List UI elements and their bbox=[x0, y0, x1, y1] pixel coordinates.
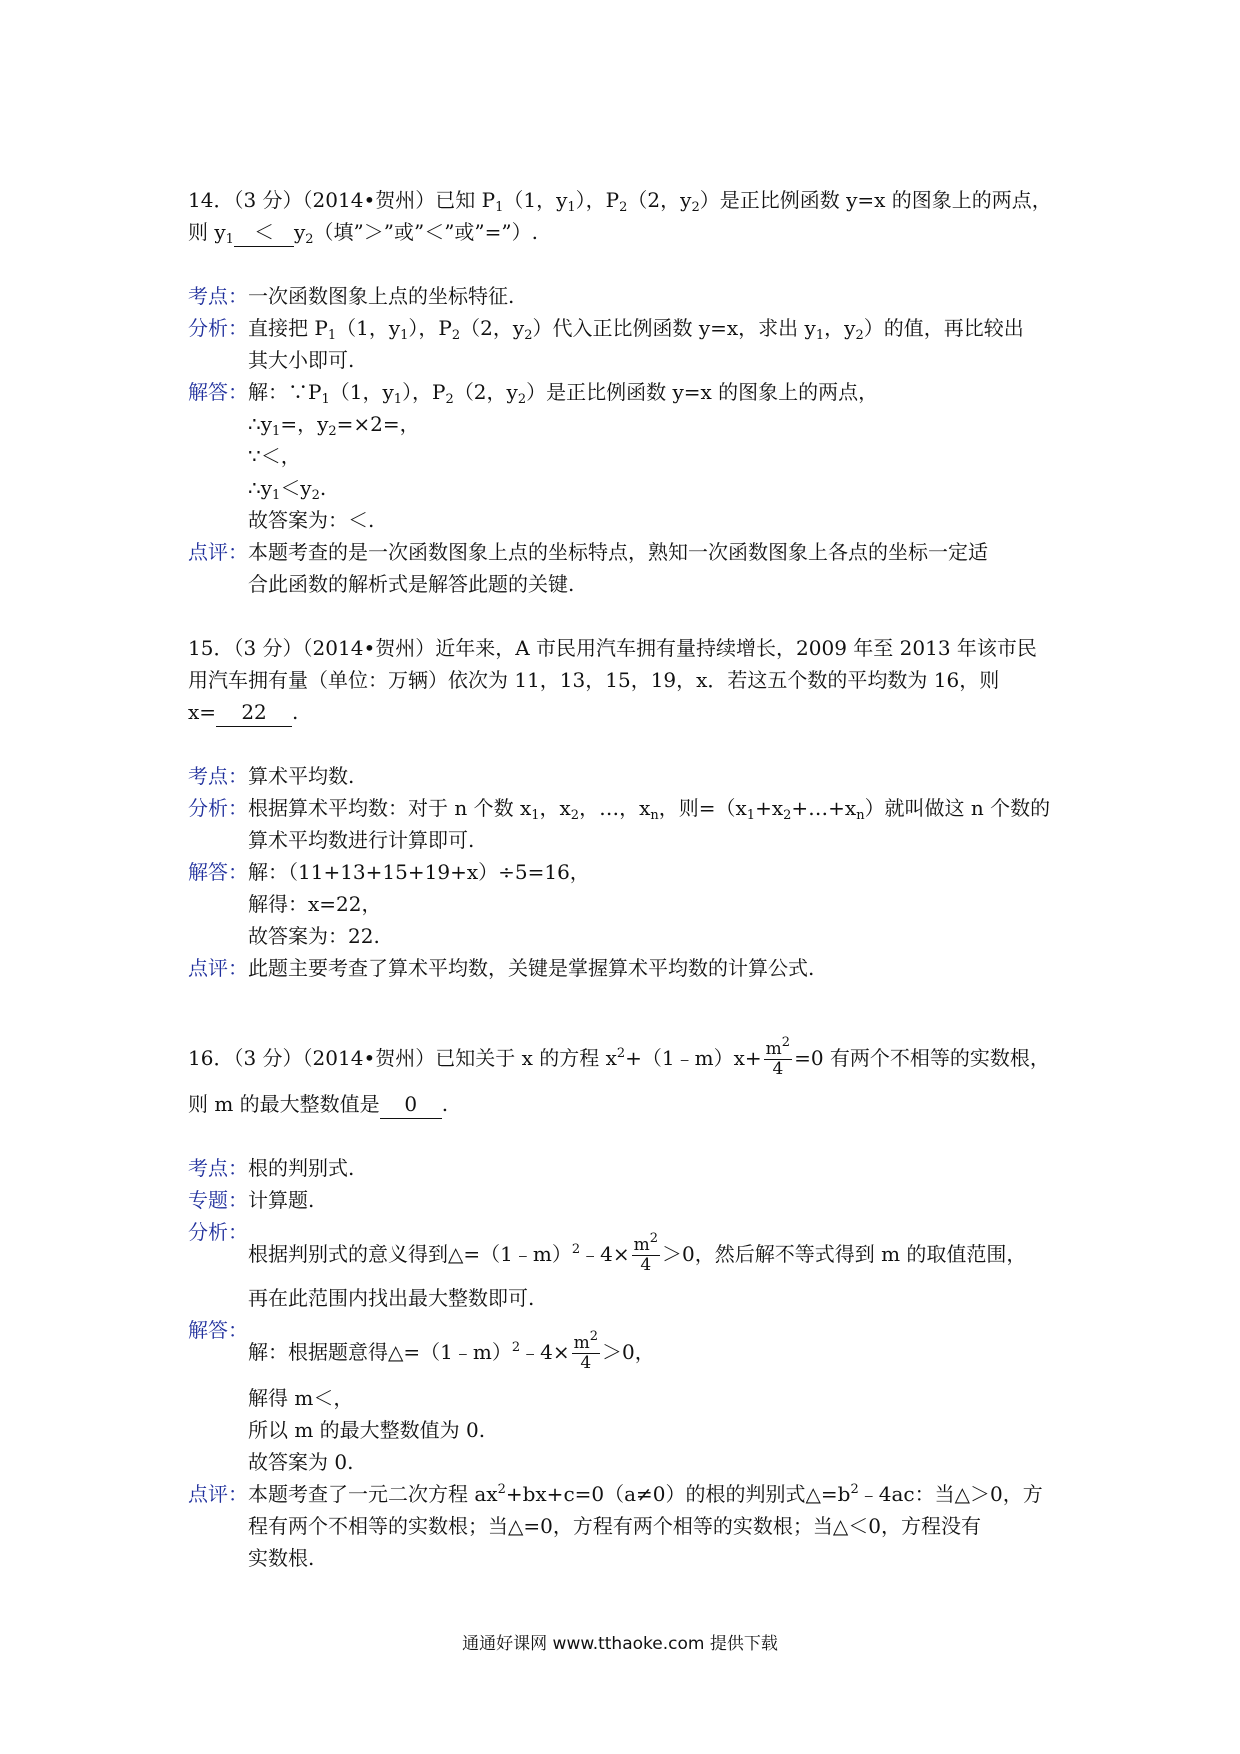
q14-text: 则 y bbox=[188, 220, 226, 244]
q14-sub: 1 bbox=[321, 392, 330, 407]
q14-sub: 2 bbox=[524, 328, 533, 343]
q16-text: +bx+c=0（a≠0）的根的判别式△=b bbox=[505, 1482, 851, 1506]
q14-score: （3 分） bbox=[233, 188, 303, 212]
q16-text: 已知关于 x 的方程 x bbox=[435, 1046, 617, 1070]
q14-sub: 1 bbox=[495, 200, 504, 215]
q14-text: 已知 P bbox=[435, 188, 496, 212]
q14-text: . bbox=[319, 476, 327, 500]
q14-text: ），P bbox=[575, 188, 620, 212]
q14-fenxi-line1 bbox=[248, 314, 1024, 342]
q14-stem-line2 bbox=[188, 218, 538, 247]
q14-text: ∴y bbox=[248, 412, 273, 436]
q15-fenxi-label: 分析： bbox=[188, 796, 248, 820]
q14-dianping-line1: 本题考查的是一次函数图象上点的坐标特点，熟知一次函数图象上各点的坐标一定适 bbox=[248, 540, 988, 564]
q16-source: （2014•贺州） bbox=[302, 1046, 436, 1070]
q15-sub: n bbox=[856, 808, 865, 823]
q16-jieda-label: 解答： bbox=[188, 1318, 248, 1342]
q16-text: ＞0，然后解不等式得到 m 的取值范围， bbox=[662, 1242, 1027, 1266]
q16-frac-den: 4 bbox=[772, 1059, 784, 1079]
q16-zhuanti-label: 专题： bbox=[188, 1188, 248, 1212]
q16-frac-den: 4 bbox=[640, 1255, 652, 1275]
q16-text: ﹣4× bbox=[520, 1340, 570, 1364]
q14-sub: 1 bbox=[393, 392, 403, 407]
q15-dianping: 此题主要考查了算术平均数，关键是掌握算术平均数的计算公式. bbox=[248, 956, 815, 980]
q14-sub: 1 bbox=[567, 200, 576, 215]
q14-number: 14． bbox=[188, 188, 234, 212]
q15-fenxi-line2: 算术平均数进行计算即可. bbox=[248, 828, 475, 852]
q15-text: 根据算术平均数：对于 n 个数 x bbox=[248, 796, 532, 820]
q14-sub: 2 bbox=[691, 200, 700, 215]
q16-text: 则 m 的最大整数值是 bbox=[188, 1092, 380, 1116]
q14-text: （1，y bbox=[329, 380, 394, 404]
q15-sub: n bbox=[650, 808, 659, 823]
q15-text: 近年来，A 市民用汽车拥有量持续增长，2009 年至 2013 年该市民 bbox=[435, 636, 1037, 660]
q16-jieda-line1 bbox=[248, 1328, 655, 1376]
q14-text: ，y bbox=[824, 316, 856, 340]
q14-sub: 2 bbox=[517, 392, 527, 407]
q14-answer-blank: ＜ bbox=[234, 218, 294, 247]
q14-text: （2，y bbox=[453, 380, 518, 404]
q15-text: . bbox=[292, 700, 299, 724]
q14-text: 直接把 P bbox=[248, 316, 328, 340]
q15-stem-line2: 用汽车拥有量（单位：万辆）依次为 11，13，15，19，x．若这五个数的平均数为 16，则 bbox=[188, 668, 1000, 692]
q16-answer-blank: 0 bbox=[380, 1090, 442, 1119]
q15-text: ）就叫做这 n 个数的 bbox=[864, 796, 1051, 820]
q16-jieda-line2: 解得 m＜， bbox=[248, 1386, 354, 1410]
q14-kaodian: 一次函数图象上点的坐标特征. bbox=[248, 284, 515, 308]
q16-fraction bbox=[764, 1035, 792, 1079]
q15-source: （2014•贺州） bbox=[302, 636, 436, 660]
q16-sup: 2 bbox=[511, 1340, 521, 1355]
q14-jieda-line2 bbox=[248, 410, 420, 438]
q16-fenxi-line1 bbox=[248, 1230, 1026, 1278]
q16-fenxi-fraction bbox=[632, 1231, 660, 1275]
q15-answer-blank: 22 bbox=[216, 698, 292, 727]
q16-frac-sup: 2 bbox=[781, 1035, 791, 1050]
q14-sub: 2 bbox=[619, 200, 628, 215]
q16-dianping-line1 bbox=[248, 1480, 1043, 1508]
q16-jieda-fraction bbox=[572, 1329, 600, 1373]
q16-dianping-line3: 实数根. bbox=[248, 1546, 315, 1570]
q16-number: 16． bbox=[188, 1046, 234, 1070]
q14-text: =×2=， bbox=[336, 412, 420, 436]
q14-text: （填”＞”或”＜”或”=”）. bbox=[313, 220, 538, 244]
q15-sub: 2 bbox=[570, 808, 580, 823]
q14-jieda-line5: 故答案为：＜. bbox=[248, 508, 375, 532]
q14-dianping-label: 点评： bbox=[188, 540, 248, 564]
q15-jieda-line3: 故答案为：22. bbox=[248, 924, 380, 948]
q14-text: =，y bbox=[280, 412, 329, 436]
q14-sub: 1 bbox=[815, 328, 825, 343]
q16-zhuanti: 计算题. bbox=[248, 1188, 315, 1212]
q14-text: ），P bbox=[408, 316, 452, 340]
q14-text: y bbox=[293, 220, 306, 244]
q15-score: （3 分） bbox=[233, 636, 303, 660]
q16-score: （3 分） bbox=[233, 1046, 303, 1070]
q16-sup: 2 bbox=[571, 1242, 581, 1257]
q15-stem-line1 bbox=[188, 634, 1037, 662]
q14-sub: 1 bbox=[272, 488, 281, 503]
q16-text: ﹣4ac：当△＞0，方 bbox=[858, 1482, 1043, 1506]
q15-text: +x bbox=[755, 796, 784, 820]
q14-text: （2，y bbox=[627, 188, 692, 212]
q15-text: +…+x bbox=[791, 796, 857, 820]
q14-text: （1，y bbox=[336, 316, 401, 340]
q14-text: （1，y bbox=[503, 188, 568, 212]
q14-text: ∴y bbox=[248, 476, 273, 500]
q16-text: 本题考查了一元二次方程 ax bbox=[248, 1482, 498, 1506]
q16-frac-num: m bbox=[573, 1333, 590, 1353]
q16-text: ﹣4× bbox=[580, 1242, 630, 1266]
q16-fenxi-line2: 再在此范围内找出最大整数即可. bbox=[248, 1286, 535, 1310]
q16-sup: 2 bbox=[850, 1482, 859, 1497]
q14-fenxi-line2: 其大小即可. bbox=[248, 348, 355, 372]
q15-dianping-label: 点评： bbox=[188, 956, 248, 980]
q14-jieda-line4 bbox=[248, 474, 326, 502]
q15-number: 15． bbox=[188, 636, 234, 660]
q16-frac-sup: 2 bbox=[589, 1329, 598, 1344]
q14-dianping-line2: 合此函数的解析式是解答此题的关键. bbox=[248, 572, 575, 596]
q16-text: 根据判别式的意义得到△=（1﹣m） bbox=[248, 1242, 572, 1266]
q16-text: 解：根据题意得△=（1﹣m） bbox=[248, 1340, 512, 1364]
q14-sub: 1 bbox=[400, 328, 409, 343]
q16-frac-num: m bbox=[765, 1039, 782, 1059]
q16-stem-line1 bbox=[188, 1034, 1050, 1082]
q15-text: ，x bbox=[539, 796, 571, 820]
q15-text: ，…，x bbox=[579, 796, 651, 820]
q14-text: ）的值，再比较出 bbox=[863, 316, 1024, 340]
q15-stem-line3 bbox=[188, 698, 298, 727]
q15-sub: 1 bbox=[531, 808, 540, 823]
q16-frac-sup: 2 bbox=[649, 1231, 658, 1246]
q15-sub: 2 bbox=[783, 808, 792, 823]
page-footer: 通通好课网 www.tthaoke.com 提供下载 bbox=[462, 1634, 778, 1654]
q15-jieda-label: 解答： bbox=[188, 860, 248, 884]
q14-jieda-line1 bbox=[248, 378, 878, 406]
q16-jieda-line3: 所以 m 的最大整数值为 0. bbox=[248, 1418, 486, 1442]
q16-sup: 2 bbox=[616, 1046, 626, 1061]
q14-sub: 1 bbox=[272, 424, 281, 439]
q16-kaodian-label: 考点： bbox=[188, 1156, 248, 1180]
q14-text: （2，y bbox=[460, 316, 525, 340]
q14-sub: 2 bbox=[311, 488, 320, 503]
q14-sub: 2 bbox=[305, 232, 314, 247]
q16-kaodian: 根的判别式. bbox=[248, 1156, 355, 1180]
q14-source: （2014•贺州） bbox=[302, 188, 436, 212]
q16-text: +（1﹣m）x+ bbox=[625, 1046, 762, 1070]
q14-jieda-label: 解答： bbox=[188, 380, 248, 404]
q16-dianping-label: 点评： bbox=[188, 1482, 248, 1506]
q16-text: ＞0， bbox=[602, 1340, 655, 1364]
q14-sub: 2 bbox=[328, 424, 337, 439]
q14-kaodian-label: 考点： bbox=[188, 284, 248, 308]
q14-text: ）是正比例函数 y=x 的图象上的两点， bbox=[699, 188, 1052, 212]
q16-text: =0 有两个不相等的实数根， bbox=[794, 1046, 1050, 1070]
q14-sub: 2 bbox=[451, 328, 461, 343]
q14-text: ＜y bbox=[280, 476, 312, 500]
q16-stem-line2 bbox=[188, 1090, 448, 1119]
q14-text: ）是正比例函数 y=x 的图象上的两点， bbox=[526, 380, 879, 404]
q15-text: x= bbox=[188, 700, 217, 724]
q14-stem-line1 bbox=[188, 186, 1052, 214]
q15-kaodian-label: 考点： bbox=[188, 764, 248, 788]
q15-jieda-line2: 解得：x=22， bbox=[248, 892, 382, 916]
q15-sub: 1 bbox=[746, 808, 756, 823]
q14-text: 解：∵P bbox=[248, 380, 322, 404]
q16-dianping-line2: 程有两个不相等的实数根；当△=0，方程有两个相等的实数根；当△＜0，方程没有 bbox=[248, 1514, 981, 1538]
q16-sup: 2 bbox=[497, 1482, 506, 1497]
q14-text: ），P bbox=[402, 380, 446, 404]
q14-jieda-line3: ∵＜， bbox=[248, 444, 301, 468]
q16-text: . bbox=[441, 1092, 449, 1116]
q16-frac-den: 4 bbox=[580, 1353, 592, 1373]
q14-sub: 2 bbox=[855, 328, 864, 343]
q16-frac-num: m bbox=[633, 1235, 650, 1255]
q15-jieda-line1: 解：（11+13+15+19+x）÷5=16， bbox=[248, 860, 590, 884]
q16-jieda-line4: 故答案为 0. bbox=[248, 1450, 354, 1474]
q14-sub: 2 bbox=[445, 392, 454, 407]
q15-kaodian: 算术平均数. bbox=[248, 764, 355, 788]
q15-text: ，则=（x bbox=[658, 796, 747, 820]
q14-sub: 1 bbox=[327, 328, 337, 343]
q14-text: ）代入正比例函数 y=x，求出 y bbox=[532, 316, 816, 340]
q15-fenxi-line1 bbox=[248, 794, 1050, 822]
q14-sub: 1 bbox=[225, 232, 234, 247]
q16-fenxi-label: 分析： bbox=[188, 1220, 248, 1244]
q14-fenxi-label: 分析： bbox=[188, 316, 248, 340]
